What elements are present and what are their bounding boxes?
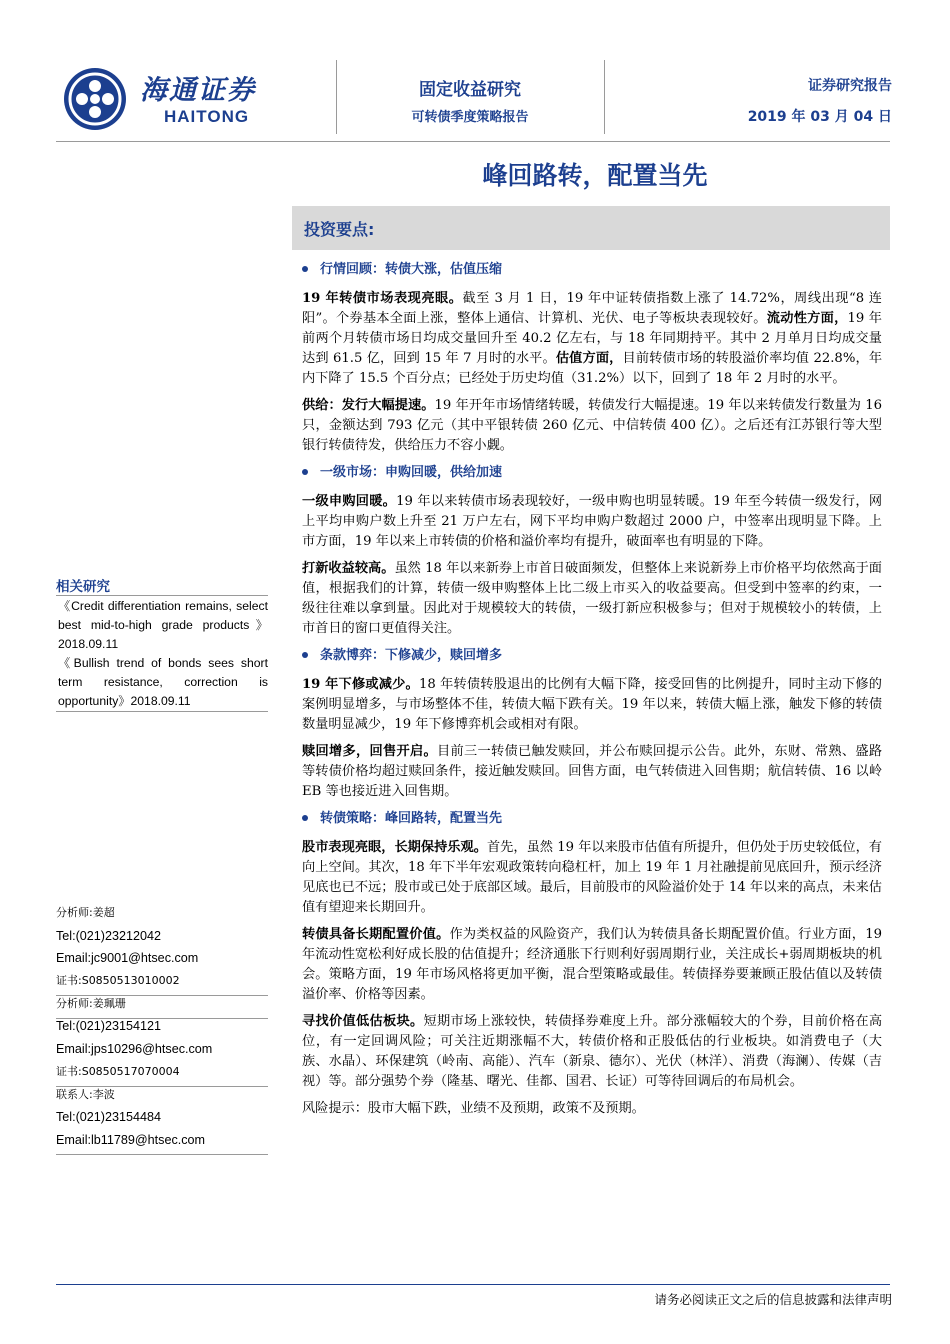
paragraph: 赎回增多，回售开启。目前三一转债已触发赎回，并公布赎回提示公告。此外，东财、常熟、盛路等转债价格均超过赎回条件，接近触发赎回。回售方面，电气转债进入回售期；航信转债、16 以岭 EB 等也接近进入回售期。 <box>302 744 883 799</box>
logo-english-name: HAITONG <box>164 107 250 126</box>
report-category: 固定收益研究 <box>419 80 521 100</box>
bullet-icon <box>302 815 308 821</box>
paragraph: 19 年下修或减少。18 年转债转股退出的比例有大幅下降，接受回售的比例提升，同时主动下修的案例明显增多，与市场整体不佳，转债大幅下跌有关。19 年以来，转债大幅上涨，触发下修的转债数量明显减少，19 年下修博弈机会或相对有限。 <box>302 677 882 732</box>
related-research-item[interactable]: 《Credit differentiation remains, select best mid-to-high grade products》2018.09.11 <box>58 599 268 651</box>
paragraph: 一级申购回暖。19 年以来转债市场表现较好，一级申购也明显转暖。19 年至今转债一级发行，网上平均申购户数上升至 21 万户左右，网下平均申购户数超过 2000 户，中签率出现明显下降。上市方面，19 年以来上市转债的价格和溢价率均有提升，破面率也有明显的下降。 <box>302 494 883 549</box>
contact-name: 联系人:李波 <box>56 1087 115 1101</box>
paragraph: 转债具备长期配置价值。作为类权益的风险资产，我们认为转债具备长期配置价值。行业方面，19 年流动性宽松利好成长股的估值提升；经济通胀下行则利好弱周期行业，关注成长+弱周期板块的机会。策略方面，19 年市场风格将更加平衡，混合型策略或最佳。转债择券要兼顾正股估值以及转债溢价率、价格等因素。 <box>302 927 883 1002</box>
main-content <box>302 258 882 1126</box>
paragraph: 打新收益较高。虽然 18 年以来新券上市首日破面频发，但整体上来说新券上市价格平均依然高于面值，根据我们的计算，转债一级申购整体上比二级上市买入的收益要高。但受到中签率的约束，一级往往难以拿到量。因此对于规模较大的转债，一级打新应积极参与；但对于规模较小的转债，上市首日的窗口更值得关注。 <box>302 561 882 636</box>
related-research-list <box>58 597 268 711</box>
sidebar-rule <box>56 711 268 712</box>
sidebar-rule <box>56 595 268 596</box>
paragraph: 供给：发行大幅提速。19 年开年市场情绪转暖，转债发行大幅提速。19 年以来转债发行数量为 16 只，金额达到 793 亿元（其中平银转债 260 亿元、中信转债 400 亿）。之后还有江苏银行等大型银行转债待发，供给压力不容小觑。 <box>302 398 883 453</box>
analyst-email[interactable]: Email:jc9001@htsec.com <box>56 951 199 966</box>
bullet-icon <box>302 652 308 658</box>
logo-chinese-name: 海通证券 <box>140 75 256 106</box>
report-subcategory: 可转债季度策略报告 <box>411 110 529 125</box>
section-heading: 一级市场：申购回暖，供给加速 <box>302 463 882 483</box>
section-heading: 行情回顾：转债大涨，估值压缩 <box>302 260 882 280</box>
report-title: 峰回路转，配置当先 <box>482 161 708 190</box>
analyst-name: 分析师:姜珮珊 <box>56 996 126 1010</box>
footer-rule <box>56 1284 890 1285</box>
report-date: 2019 年 03 月 04 日 <box>747 109 892 125</box>
section-heading: 条款博弈：下修减少，赎回增多 <box>302 646 882 666</box>
key-points-banner <box>292 206 890 250</box>
bullet-icon <box>302 266 308 272</box>
footer-disclaimer: 请务必阅读正文之后的信息披露和法律声明 <box>654 1292 892 1307</box>
section-heading: 转债策略：峰回路转，配置当先 <box>302 809 882 829</box>
sidebar-rule <box>56 1086 268 1087</box>
header-divider-right <box>604 60 605 134</box>
sidebar-rule <box>56 1154 268 1155</box>
related-research-item[interactable]: 《Bullish trend of bonds sees short term resistance, correction is opportunity》2018.09.11 <box>58 656 268 708</box>
paragraph: 19 年转债市场表现亮眼。截至 3 月 1 日，19 年中证转债指数上涨了 14.72%，周线出现“8 连阳”。个券基本全面上涨，整体上通信、计算机、光伏、电子等板块表现较好。流动性方面，19 年前两个月转债市场日均成交量回升至 40.2 亿左右，与 18 年同期持平。其中 2 月单月日均成交量达到 61.5 亿，回到 15 年 7 月时的水平。估值方面，目前转债市场的转股溢价率均值 22.8%，年内下降了 15.5 个百分点；已经处于历史均值（31.2%）以下，回到了 18 年 2 月时的水平。 <box>302 291 883 386</box>
risk-note: 风险提示：股市大幅下跌，业绩不及预期，政策不及预期。 <box>302 1101 645 1116</box>
paragraph: 寻找价值低估板块。短期市场上涨较快，转债择券难度上升。部分涨幅较大的个券，目前价格在高位，有一定回调风险；可关注近期涨幅不大，转债价格和正股低估的行业板块。如消费电子（大族、水晶）、环保建筑（岭南、高能）、汽车（新泉、德尔）、光伏（林洋）、消费（海澜）、传媒（吉视）等。部分强势个券（隆基、曙光、佳都、国君、长证）可等待回调后的布局机会。 <box>302 1014 883 1089</box>
sidebar-rule <box>56 995 268 996</box>
contact-tel: Tel:(021)23154484 <box>56 1110 162 1125</box>
sidebar-rule <box>56 1018 268 1019</box>
paragraph: 股市表现亮眼，长期保持乐观。首先，虽然 19 年以来股市估值有所提升，但仍处于历史较低位，有向上空间。其次，18 年下半年宏观政策转向稳杠杆，加上 19 年 1 月社融提前见底回升，预示经济见底也已不远；股市或已处于底部区域。最后，目前股市的风险溢价处于 14 年以来的高点，未来估值有望迎来长期回升。 <box>302 840 882 915</box>
related-research-title: 相关研究 <box>56 579 110 595</box>
analyst-cert: 证书:S0850517070004 <box>56 1064 180 1078</box>
analyst-tel: Tel:(021)23212042 <box>56 928 162 943</box>
key-points-label: 投资要点: <box>304 220 375 239</box>
haitong-logo-icon <box>62 66 128 132</box>
contact-email[interactable]: Email:lb11789@htsec.com <box>56 1132 206 1147</box>
company-logo <box>62 62 292 134</box>
analyst-email[interactable]: Email:jps10296@htsec.com <box>56 1042 213 1057</box>
report-type: 证券研究报告 <box>808 78 892 94</box>
header-rule <box>56 141 890 142</box>
analyst-name: 分析师:姜超 <box>56 906 115 919</box>
analyst-tel: Tel:(021)23154121 <box>56 1019 162 1034</box>
bullet-icon <box>302 469 308 475</box>
analyst-contacts <box>56 902 268 1152</box>
analyst-cert: 证书:S0850513010002 <box>56 974 180 988</box>
